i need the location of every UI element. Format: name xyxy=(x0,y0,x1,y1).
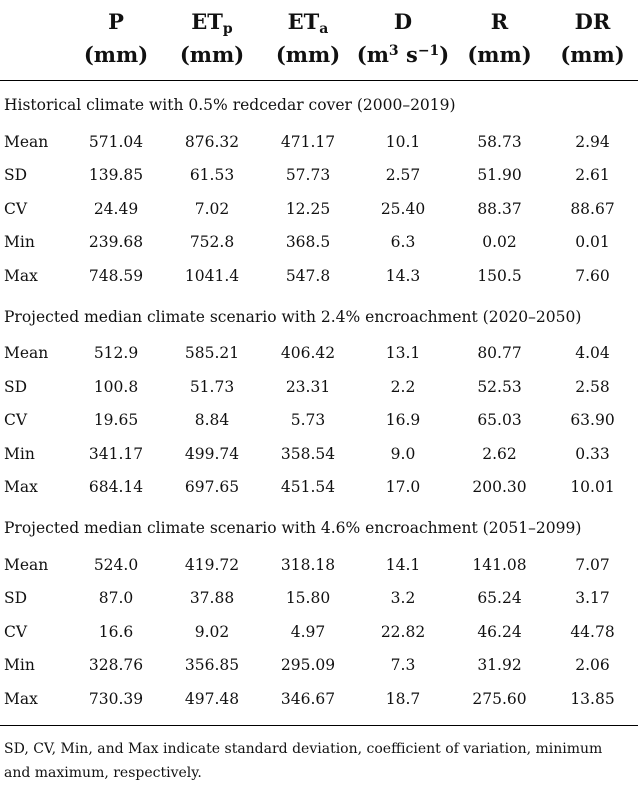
table-cell: 61.53 xyxy=(189,166,235,185)
table-cell: 2.57 xyxy=(385,166,421,185)
table-row xyxy=(0,159,638,193)
table-cell: 16.9 xyxy=(385,411,421,430)
table-row xyxy=(0,337,638,371)
table-cell: 57.73 xyxy=(285,166,331,185)
header-p: P xyxy=(108,9,124,34)
table-cell: 341.17 xyxy=(88,444,144,463)
table-row xyxy=(0,615,638,649)
unit-dr: (mm) xyxy=(547,38,638,81)
table-cell: 5.73 xyxy=(290,411,326,430)
table-cell: 12.25 xyxy=(285,199,331,218)
table-cell: 4.97 xyxy=(290,622,326,641)
row-label: Max xyxy=(4,689,38,708)
table-cell: 52.53 xyxy=(477,377,522,396)
row-label: CV xyxy=(4,622,28,641)
table-cell: 100.8 xyxy=(93,377,139,396)
row-label: SD xyxy=(4,589,28,608)
table-cell: 358.54 xyxy=(280,444,336,463)
table-cell: 10.01 xyxy=(570,478,615,497)
table-cell: 275.60 xyxy=(472,689,527,708)
table-cell: 0.02 xyxy=(482,233,517,252)
table-cell: 6.3 xyxy=(390,233,416,252)
table-cell: 684.14 xyxy=(88,478,144,497)
unit-etp: (mm) xyxy=(162,38,262,81)
table-cell: 356.85 xyxy=(184,656,240,675)
row-label: Min xyxy=(4,444,35,463)
table-cell: 471.17 xyxy=(280,132,336,151)
header-corner xyxy=(0,0,70,38)
table-cell: 15.80 xyxy=(285,589,331,608)
table-cell: 2.58 xyxy=(575,377,610,396)
table-cell: 697.65 xyxy=(184,478,240,497)
table-cell: 730.39 xyxy=(88,689,144,708)
row-label: Max xyxy=(4,478,38,497)
table-cell: 13.1 xyxy=(385,344,421,363)
table-cell: 3.17 xyxy=(575,589,610,608)
table-cell: 63.90 xyxy=(570,411,615,430)
table-cell: 150.5 xyxy=(477,266,522,285)
table-cell: 547.8 xyxy=(285,266,331,285)
table-cell: 17.0 xyxy=(385,478,421,497)
table-row xyxy=(0,582,638,616)
table-cell: 3.2 xyxy=(390,589,416,608)
row-label: CV xyxy=(4,199,28,218)
header-eta: $ET_a$ xyxy=(287,9,329,37)
table-header xyxy=(0,0,638,81)
table-cell: 512.9 xyxy=(93,344,139,363)
table-cell: 346.67 xyxy=(280,689,336,708)
table-cell: 19.65 xyxy=(93,411,139,430)
table-body xyxy=(0,81,638,716)
section-header-row xyxy=(0,504,638,548)
table-cell: 585.21 xyxy=(184,344,240,363)
table-cell: 14.3 xyxy=(385,266,421,285)
table-cell: 4.04 xyxy=(575,344,610,363)
table-cell: 24.49 xyxy=(93,199,139,218)
section-title: Projected median climate scenario with 2.4% encroachment (2020–2050) xyxy=(4,307,582,326)
row-label: Mean xyxy=(4,344,49,363)
table-cell: 46.24 xyxy=(477,622,522,641)
unit-r: (mm) xyxy=(452,38,547,81)
table-cell: 10.1 xyxy=(385,132,421,151)
table-row xyxy=(0,125,638,159)
row-label: Mean xyxy=(4,555,49,574)
section-header-row xyxy=(0,293,638,337)
row-label: SD xyxy=(4,377,28,396)
table-cell: 2.2 xyxy=(390,377,416,396)
table-row xyxy=(0,471,638,505)
section-title: Historical climate with 0.5% redcedar cover (2000–2019) xyxy=(4,96,456,114)
row-label: Mean xyxy=(4,132,49,151)
table-cell: 141.08 xyxy=(472,555,527,574)
table-cell: 25.40 xyxy=(380,199,426,218)
table-cell: 2.94 xyxy=(575,132,610,151)
table-cell: 451.54 xyxy=(280,478,336,497)
row-label: SD xyxy=(4,166,28,185)
table-cell: 9.0 xyxy=(390,444,416,463)
header-d: D xyxy=(393,9,413,34)
unit-d: ($m^3$ $s^{-1}$) xyxy=(354,38,452,81)
table-cell: 7.02 xyxy=(194,199,230,218)
unit-eta: (mm) xyxy=(262,38,354,81)
table-row xyxy=(0,548,638,582)
table-cell: 239.68 xyxy=(88,233,144,252)
section-header-row xyxy=(0,81,638,126)
table-row xyxy=(0,649,638,683)
table-cell: 328.76 xyxy=(88,656,144,675)
table-cell: 2.06 xyxy=(575,656,610,675)
row-label: CV xyxy=(4,411,28,430)
section-title: Projected median climate scenario with 4.6% encroachment (2051–2099) xyxy=(4,519,582,537)
table-cell: 7.07 xyxy=(575,555,610,574)
table-cell: 80.77 xyxy=(477,344,522,363)
table-cell: 876.32 xyxy=(184,132,240,151)
table-cell: 31.92 xyxy=(477,656,522,675)
table-row xyxy=(0,437,638,471)
table-cell: 13.85 xyxy=(570,689,615,708)
table-cell: 139.85 xyxy=(88,166,144,185)
table-row xyxy=(0,226,638,260)
table-cell: 16.6 xyxy=(98,622,134,641)
table-cell: 499.74 xyxy=(184,444,240,463)
table-cell: 524.0 xyxy=(93,555,139,574)
header-dr: DR xyxy=(574,9,611,34)
table-cell: 7.60 xyxy=(575,266,610,285)
header-etp: $ET_p$ xyxy=(191,9,233,37)
table-cell: 88.37 xyxy=(477,199,522,218)
bottom-rule xyxy=(0,725,638,726)
unit-p: (mm) xyxy=(70,38,162,81)
table-cell: 58.73 xyxy=(477,132,522,151)
table-cell: 295.09 xyxy=(280,656,336,675)
table-cell: 748.59 xyxy=(88,266,144,285)
table-row xyxy=(0,682,638,716)
table-cell: 87.0 xyxy=(98,589,134,608)
row-label: Min xyxy=(4,233,35,252)
table-cell: 571.04 xyxy=(88,132,144,151)
table-cell: 368.5 xyxy=(285,233,331,252)
table-cell: 200.30 xyxy=(472,478,527,497)
table-cell: 65.03 xyxy=(477,411,522,430)
table-cell: 23.31 xyxy=(285,377,331,396)
table-cell: 88.67 xyxy=(570,199,615,218)
table-cell: 51.90 xyxy=(477,166,522,185)
table-cell: 51.73 xyxy=(189,377,235,396)
row-label: Max xyxy=(4,266,38,285)
table-cell: 419.72 xyxy=(184,555,240,574)
table-cell: 8.84 xyxy=(194,411,230,430)
footnote: SD, CV, Min, and Max indicate standard deviation, coefficient of variation, minimum and maximum, respectively. xyxy=(4,741,603,781)
table-cell: 18.7 xyxy=(385,689,421,708)
table-cell: 14.1 xyxy=(385,555,421,574)
table-cell: 2.61 xyxy=(575,166,610,185)
table-cell: 37.88 xyxy=(189,589,235,608)
table-cell: 406.42 xyxy=(280,344,336,363)
table-cell: 497.48 xyxy=(184,689,240,708)
table-cell: 22.82 xyxy=(380,622,426,641)
table-cell: 44.78 xyxy=(570,622,615,641)
row-label: Min xyxy=(4,656,35,675)
table-row xyxy=(0,404,638,438)
header-r: R xyxy=(490,9,509,34)
table-cell: 1041.4 xyxy=(184,266,240,285)
table-cell: 2.62 xyxy=(482,444,517,463)
table-cell: 9.02 xyxy=(194,622,230,641)
table-row xyxy=(0,192,638,226)
table-cell: 0.01 xyxy=(575,233,610,252)
table-cell: 318.18 xyxy=(280,555,336,574)
table-row xyxy=(0,259,638,293)
table-cell: 65.24 xyxy=(477,589,522,608)
table-cell: 7.3 xyxy=(390,656,416,675)
table-cell: 752.8 xyxy=(189,233,235,252)
table-row xyxy=(0,370,638,404)
table-cell: 0.33 xyxy=(575,444,610,463)
